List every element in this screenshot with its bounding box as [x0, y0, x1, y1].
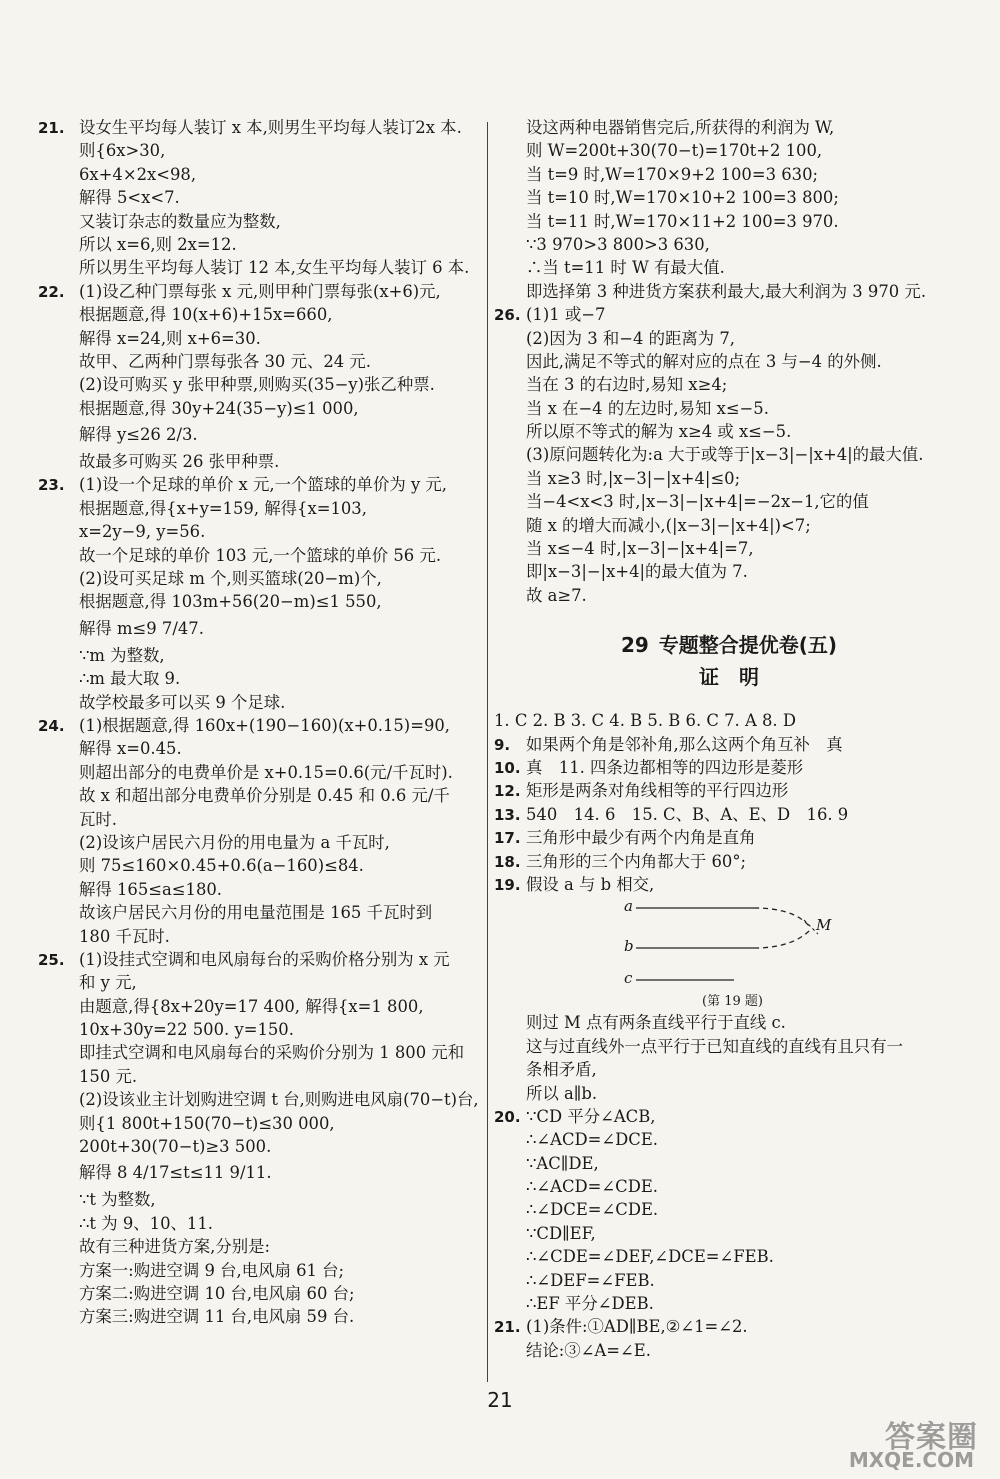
answer-text: ∵AC∥DE, — [526, 1153, 599, 1173]
answer-line — [38, 280, 486, 303]
answer-text: (1)设一个足球的单价 x 元,一个篮球的单价为 y 元, — [79, 475, 448, 495]
answer-line — [494, 256, 964, 279]
answer-line — [494, 350, 964, 373]
answer-text: 则过 M 点有两条直线平行于直线 c. — [526, 1013, 786, 1033]
answer-line — [494, 826, 964, 849]
answer-text: 则 W=200t+30(70−t)=170t+2 100, — [526, 141, 823, 161]
question-number: 22. — [38, 282, 65, 301]
answer-line — [38, 948, 486, 971]
answer-text: 结论:③∠A=∠E. — [526, 1340, 651, 1360]
answer-line — [38, 1282, 486, 1305]
answer-line — [38, 831, 486, 854]
answer-line — [494, 584, 964, 607]
answer-text: 540 14. 6 15. C、B、A、E、D 16. 9 — [526, 804, 849, 824]
answer-line — [494, 443, 964, 466]
answer-line — [494, 1339, 964, 1362]
answer-line — [494, 873, 964, 896]
answer-text: 故 a≥7. — [526, 585, 587, 605]
answer-text: 解得 165≤a≤180. — [79, 879, 223, 899]
answer-line — [494, 420, 964, 443]
answer-line — [494, 560, 964, 583]
question-number: 9. — [494, 735, 511, 754]
answer-line — [494, 327, 964, 350]
answer-line — [38, 1135, 486, 1158]
answer-line — [494, 1222, 964, 1245]
answer-line — [494, 163, 964, 186]
answer-text: ∵t 为整数, — [79, 1190, 156, 1210]
answer-line — [38, 854, 486, 877]
section-title — [494, 629, 964, 661]
answer-text: ∴∠ACD=∠CDE. — [526, 1177, 659, 1197]
answer-text: 故 x 和超出部分电费单价分别是 0.45 和 0.6 元/千 — [79, 786, 450, 806]
answer-text: 当−4<x<3 时,|x−3|−|x+4|=−2x−1,它的值 — [526, 492, 869, 512]
section-subtitle: 证 明 — [699, 665, 759, 690]
question-number: 24. — [38, 716, 65, 735]
answer-line — [494, 803, 964, 826]
answer-text: ∴∠CDE=∠DEF,∠DCE=∠FEB. — [526, 1247, 774, 1267]
answer-line — [38, 397, 486, 420]
answer-line — [38, 139, 486, 162]
answer-line — [38, 544, 486, 567]
answer-text: 故有三种进货方案,分别是: — [79, 1237, 271, 1257]
column-divider — [487, 122, 488, 1382]
answer-text: (2)设该户居民六月份的用电量为 a 千瓦时, — [79, 832, 390, 852]
answer-text: 即挂式空调和电风扇每台的采购价分别为 1 800 元和 — [79, 1043, 465, 1063]
answer-text: 方案一:购进空调 9 台,电风扇 61 台; — [79, 1260, 345, 1280]
answer-text: 当 x≥3 时,|x−3|−|x+4|≤0; — [526, 468, 741, 488]
answer-line — [494, 210, 964, 233]
answer-text: (2)因为 3 和−4 的距离为 7, — [526, 328, 736, 348]
answer-text: 故一个足球的单价 103 元,一个篮球的单价 56 元. — [79, 545, 442, 565]
answer-line — [494, 1058, 964, 1081]
left-column — [38, 116, 486, 1329]
answer-line — [38, 691, 486, 714]
answer-text: 200t+30(70−t)≥3 500. — [79, 1137, 272, 1157]
answer-line — [38, 1188, 486, 1211]
answer-line — [494, 709, 964, 732]
answer-text: ∴t 为 9、10、11. — [79, 1213, 213, 1233]
answer-line — [494, 490, 964, 513]
answer-text: 则超出部分的电费单价是 x+0.15=0.6(元/千瓦时). — [79, 762, 453, 782]
answer-line — [494, 850, 964, 873]
answer-line — [38, 233, 486, 256]
answer-text: 矩形是两条对角线相等的平行四边形 — [526, 781, 789, 801]
answer-text: 1. C 2. B 3. C 4. B 5. B 6. C 7. A 8. D — [494, 711, 796, 731]
answer-line — [38, 1088, 486, 1111]
question-number: 25. — [38, 950, 65, 969]
answer-text: 则{1 800t+150(70−t)≤30 000, — [79, 1113, 335, 1133]
answer-text: ∴∠ACD=∠DCE. — [526, 1130, 659, 1150]
answer-line — [494, 514, 964, 537]
answer-text: (1)设乙种门票每张 x 元,则甲种门票每张(x+6)元, — [79, 281, 441, 301]
answer-line — [38, 1158, 486, 1188]
right-answers-part-b — [494, 1011, 964, 1362]
answer-line — [38, 450, 486, 473]
answer-line — [494, 1175, 964, 1198]
answer-text: (2)设可购买 y 张甲种票,则购买(35−y)张乙种票. — [79, 375, 435, 395]
answer-text: 所以 x=6,则 2x=12. — [79, 234, 237, 254]
answer-text: (2)设该业主计划购进空调 t 台,则购进电风扇(70−t)台, — [79, 1090, 479, 1110]
answer-line — [38, 1018, 486, 1041]
answer-line — [494, 1245, 964, 1268]
answer-text: 即选择第 3 种进货方案获利最大,最大利润为 3 970 元. — [526, 281, 927, 301]
answer-line — [38, 1112, 486, 1135]
answer-text: 假设 a 与 b 相交, — [526, 874, 655, 894]
answer-line — [38, 420, 486, 450]
answer-text: x=2y−9, y=56. — [79, 522, 206, 542]
label-b: b — [624, 937, 634, 956]
answer-text: 瓦时. — [79, 809, 117, 829]
answer-text: ∴∠DEF=∠FEB. — [526, 1270, 655, 1290]
answer-line — [38, 971, 486, 994]
answer-line — [494, 779, 964, 802]
answer-line — [494, 1105, 964, 1128]
answer-text: 这与过直线外一点平行于已知直线的直线有且只有一 — [526, 1036, 903, 1056]
answer-text: 根据题意,得 30y+24(35−y)≤1 000, — [79, 398, 359, 418]
answer-text: 当 x 在−4 的左边时,易知 x≤−5. — [526, 398, 769, 418]
answer-text: ∵m 为整数, — [79, 645, 165, 665]
answer-line — [494, 1269, 964, 1292]
answer-text: ∵3 970>3 800>3 630, — [526, 234, 710, 254]
answer-line — [494, 1011, 964, 1034]
right-answers-part-a — [494, 709, 964, 896]
answer-line — [494, 116, 964, 139]
answer-text: 因此,满足不等式的解对应的点在 3 与−4 的外侧. — [526, 351, 882, 371]
answer-line — [494, 303, 964, 326]
answer-text: 150 元. — [79, 1066, 138, 1086]
answer-text: 则 75≤160×0.45+0.6(a−160)≤84. — [79, 856, 364, 876]
question-number: 19. — [494, 875, 521, 894]
answer-text: ∴当 t=11 时 W 有最大值. — [526, 258, 725, 278]
question-number: 17. — [494, 829, 521, 848]
answer-text: 解得 x=24,则 x+6=30. — [79, 328, 261, 348]
label-m: M — [816, 916, 832, 935]
answer-line — [38, 784, 486, 807]
answer-line — [494, 1035, 964, 1058]
answer-line — [38, 1212, 486, 1235]
answer-line — [38, 210, 486, 233]
answer-line — [494, 1082, 964, 1105]
answer-line — [38, 808, 486, 831]
question-number: 20. — [494, 1107, 521, 1126]
answer-text: 所以原不等式的解为 x≥4 或 x≤−5. — [526, 422, 792, 442]
answer-text: 设女生平均每人装订 x 本,则男生平均每人装订2x 本. — [79, 118, 462, 137]
section-heading: 专题整合提优卷(五) — [658, 633, 838, 658]
answer-text: 10x+30y=22 500. y=150. — [79, 1020, 294, 1040]
watermark-url: MXQE.COM — [848, 1448, 974, 1472]
question-number: 26. — [494, 306, 521, 325]
answer-line — [494, 756, 964, 779]
label-a: a — [624, 897, 633, 916]
answer-text: 所以男生平均每人装订 12 本,女生平均每人装订 6 本. — [79, 258, 470, 278]
answer-line — [38, 497, 486, 520]
figure-caption: (第 19 题) — [702, 994, 763, 1010]
answer-text: 和 y 元, — [79, 973, 137, 993]
answer-line — [494, 1315, 964, 1338]
right-column — [494, 116, 964, 1362]
answer-line — [38, 256, 486, 279]
answer-text: 设这两种电器销售完后,所获得的利润为 W, — [526, 118, 835, 137]
answer-line — [494, 280, 964, 303]
answer-text: 当在 3 的右边时,易知 x≥4; — [526, 375, 728, 395]
answer-text: 即|x−3|−|x+4|的最大值为 7. — [526, 562, 748, 582]
answer-text: 根据题意,得{x+y=159, 解得{x=103, — [79, 498, 367, 518]
answer-line — [38, 761, 486, 784]
answer-text: 方案二:购进空调 10 台,电风扇 60 台; — [79, 1283, 355, 1303]
answer-line — [38, 614, 486, 644]
answer-line — [38, 350, 486, 373]
label-c: c — [624, 969, 633, 988]
question-number: 21. — [38, 119, 65, 137]
answer-line — [38, 925, 486, 948]
figure-19 — [594, 896, 894, 1011]
answer-line — [494, 1128, 964, 1151]
question-number: 13. — [494, 805, 521, 824]
answer-line — [494, 373, 964, 396]
answer-line — [494, 537, 964, 560]
answer-text: 真 11. 四条边都相等的四边形是菱形 — [526, 757, 804, 777]
answer-text: 根据题意,得 10(x+6)+15x=660, — [79, 305, 333, 325]
answer-text: 故甲、乙两种门票每张各 30 元、24 元. — [79, 351, 372, 371]
answer-text: 解得 8 4/17≤t≤11 9/11. — [79, 1163, 272, 1183]
answer-text: 解得 x=0.45. — [79, 739, 182, 759]
answer-line — [494, 397, 964, 420]
answer-text: 当 x≤−4 时,|x−3|−|x+4|=7, — [526, 539, 754, 559]
answer-text: 由题意,得{8x+20y=17 400, 解得{x=1 800, — [79, 996, 424, 1016]
answer-line — [38, 1041, 486, 1064]
answer-text: 当 t=11 时,W=170×11+2 100=3 970. — [526, 211, 839, 231]
question-number: 10. — [494, 758, 521, 777]
answer-text: ∴EF 平分∠DEB. — [526, 1294, 654, 1314]
answer-text: 条相矛盾, — [526, 1060, 597, 1080]
answer-line — [494, 467, 964, 490]
answer-text: 6x+4×2x<98, — [79, 164, 197, 184]
page-number: 21 — [487, 1388, 513, 1412]
answer-line — [38, 567, 486, 590]
answer-text: (1)根据题意,得 160x+(190−160)(x+0.15)=90, — [79, 715, 451, 735]
answer-line — [38, 520, 486, 543]
answer-line — [38, 878, 486, 901]
answer-text: 根据题意,得 103m+56(20−m)≤1 550, — [79, 592, 382, 612]
answer-text: 故学校最多可以买 9 个足球. — [79, 692, 286, 712]
answer-text: ∴m 最大取 9. — [79, 669, 181, 689]
right-top-answers — [494, 116, 964, 607]
answer-line — [38, 473, 486, 496]
answer-line — [38, 327, 486, 350]
answer-text: 当 t=9 时,W=170×9+2 100=3 630; — [526, 164, 819, 184]
answer-line — [38, 303, 486, 326]
answer-line — [38, 714, 486, 737]
answer-line — [494, 233, 964, 256]
answer-line — [494, 186, 964, 209]
section-number: 29 — [620, 633, 649, 658]
answer-line — [38, 373, 486, 396]
watermark-logo: 答案圈 — [885, 1420, 978, 1455]
answer-line — [38, 116, 486, 139]
answer-text: 故该户居民六月份的用电量范围是 165 千瓦时到 — [79, 903, 433, 923]
answer-text: 则{6x>30, — [79, 141, 166, 161]
answer-text: 解得 y≤26 2/3. — [79, 425, 198, 445]
answer-text: (1)1 或−7 — [526, 305, 606, 325]
answer-line — [38, 901, 486, 924]
answer-text: ∴∠DCE=∠CDE. — [526, 1200, 659, 1220]
answer-text: 解得 5<x<7. — [79, 188, 180, 208]
answer-line — [38, 644, 486, 667]
answer-line — [38, 186, 486, 209]
answer-line — [494, 1292, 964, 1315]
answer-text: ∵CD 平分∠ACB, — [526, 1106, 656, 1126]
answer-line — [38, 163, 486, 186]
answer-line — [38, 1065, 486, 1088]
question-number: 23. — [38, 476, 65, 495]
answer-line — [494, 1152, 964, 1175]
answer-text: 所以 a∥b. — [526, 1083, 598, 1103]
answer-line — [494, 139, 964, 162]
answer-text: (2)设可买足球 m 个,则买篮球(20−m)个, — [79, 569, 382, 589]
answer-text: 如果两个角是邻补角,那么这两个角互补 真 — [526, 734, 843, 754]
answer-text: 三角形的三个内角都大于 60°; — [526, 851, 747, 871]
answer-line — [38, 995, 486, 1018]
answer-text: (3)原问题转化为:a 大于或等于|x−3|−|x+4|的最大值. — [526, 445, 924, 465]
answer-line — [38, 1305, 486, 1328]
answer-text: 解得 m≤9 7/47. — [79, 618, 204, 638]
question-number: 21. — [494, 1318, 521, 1337]
answer-text: (1)条件:①AD∥BE,②∠1=∠2. — [526, 1317, 748, 1337]
answer-line — [38, 1259, 486, 1282]
answer-line — [494, 733, 964, 756]
answer-text: 180 千瓦时. — [79, 926, 170, 946]
answer-line — [38, 1235, 486, 1258]
answer-text: ∵CD∥EF, — [526, 1223, 596, 1243]
answer-text: 故最多可购买 26 张甲种票. — [79, 452, 280, 472]
answer-line — [494, 1198, 964, 1221]
answer-line — [38, 667, 486, 690]
question-number: 12. — [494, 782, 521, 801]
question-number: 18. — [494, 852, 521, 871]
answer-text: 又装订杂志的数量应为整数, — [79, 211, 281, 231]
answer-line — [38, 737, 486, 760]
answer-text: (1)设挂式空调和电风扇每台的采购价格分别为 x 元 — [79, 949, 450, 969]
answer-text: 当 t=10 时,W=170×10+2 100=3 800; — [526, 188, 839, 208]
answer-text: 方案三:购进空调 11 台,电风扇 59 台. — [79, 1307, 355, 1327]
answer-text: 三角形中最少有两个内角是直角 — [526, 828, 756, 848]
answer-text: 随 x 的增大而减小,(|x−3|−|x+4|)<7; — [526, 515, 811, 535]
answer-line — [38, 590, 486, 613]
